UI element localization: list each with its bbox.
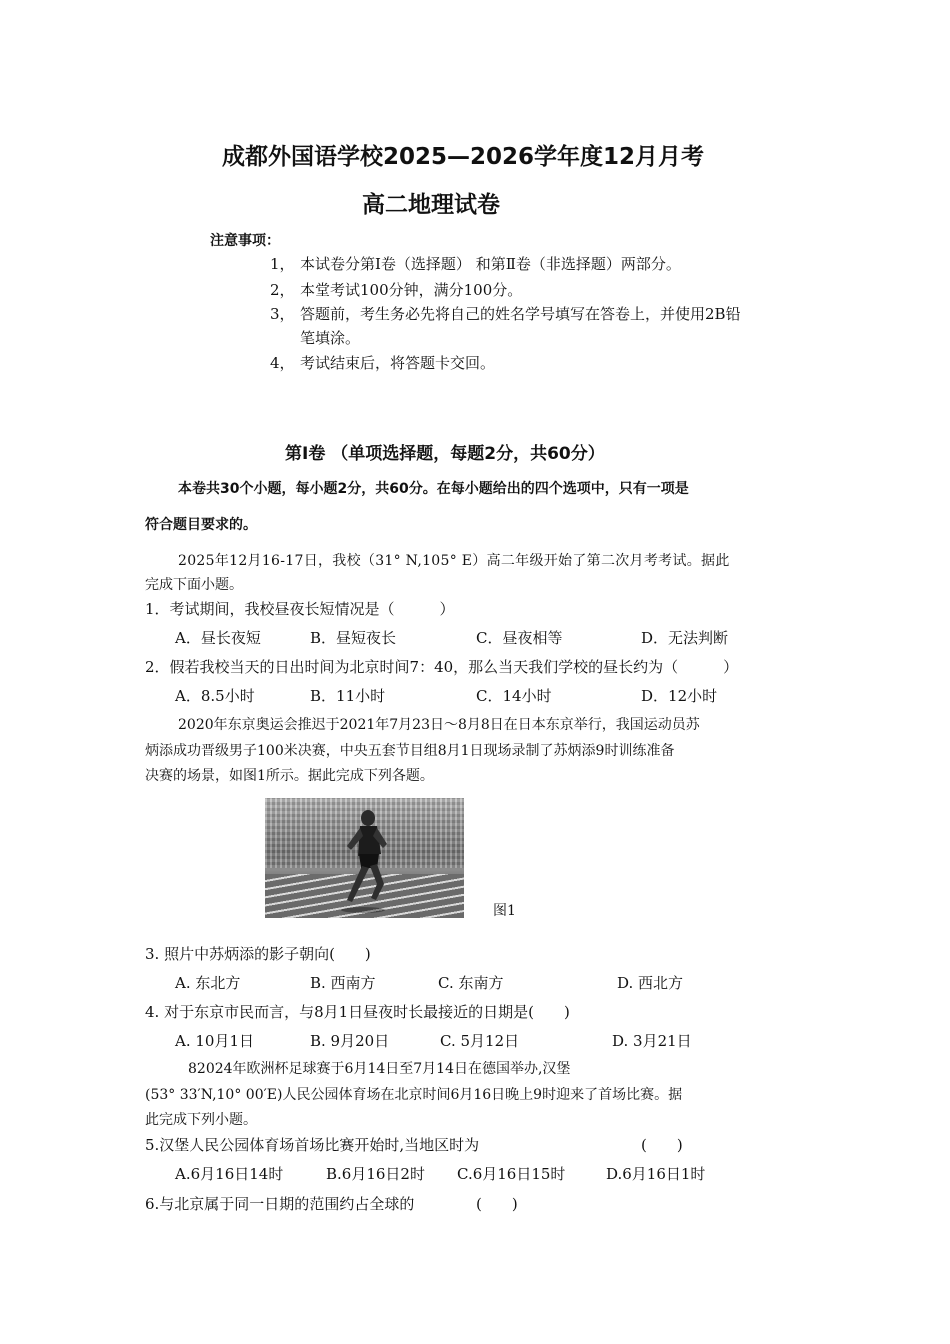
- notice-item-number: 2，: [270, 281, 295, 299]
- notice-item: [270, 327, 360, 348]
- notice-item-text: 本堂考试100分钟，满分100分。: [300, 281, 523, 299]
- option-d: D. 3月21日: [612, 1032, 692, 1050]
- passage-line: 炳添成功晋级男子100米决赛，中央五套节目组8月1日现场录制了苏炳添9时训练准备: [145, 743, 675, 759]
- sprinter-figure: [265, 798, 464, 918]
- notice-item-text: 答题前，考生务必先将自己的姓名学号填写在答卷上，并使用2B铅: [300, 305, 741, 323]
- option-b: B.6月16日2时: [326, 1165, 425, 1183]
- option-c: C．昼夜相等: [476, 629, 563, 647]
- notice-item-number: 1，: [270, 255, 295, 273]
- question-stem: 2．假若我校当天的日出时间为北京时间7：40，那么当天我们学校的昼长约为（ ）: [145, 658, 739, 676]
- question-stem: 3. 照片中苏炳添的影子朝向( ): [145, 945, 371, 963]
- option-a: A.6月16日14时: [175, 1165, 284, 1183]
- option-c: C. 东南方: [438, 974, 504, 992]
- question-stem: 5.汉堡人民公园体育场首场比赛开始时,当地区时为: [145, 1136, 480, 1154]
- exam-title: 成都外国语学校2025—2026学年度12月月考: [222, 144, 705, 170]
- notice-item-text: 笔填涂。: [300, 329, 361, 347]
- option-d: D.6月16日1时: [606, 1165, 706, 1183]
- section-intro-line: 本卷共30个小题，每小题2分，共60分。在每小题给出的四个选项中，只有一项是: [178, 481, 689, 497]
- notice-item-number: 4，: [270, 354, 295, 372]
- answer-bracket: ( ): [476, 1195, 518, 1213]
- section-intro-line: 符合题目要求的。: [145, 517, 257, 533]
- option-a: A. 东北方: [175, 974, 241, 992]
- option-c: C. 5月12日: [440, 1032, 520, 1050]
- notice-item-text: 考试结束后，将答题卡交回。: [300, 354, 496, 372]
- question-stem: 1．考试期间，我校昼夜长短情况是（ ）: [145, 600, 455, 618]
- option-c: C．14小时: [476, 687, 552, 705]
- notice-item: [270, 279, 522, 300]
- notice-item: [270, 352, 495, 373]
- answer-bracket: ( ): [641, 1136, 683, 1154]
- passage-line: 此完成下列小题。: [145, 1112, 257, 1128]
- option-a: A．昼长夜短: [175, 629, 261, 647]
- notice-item-text: 本试卷分第Ⅰ卷（选择题） 和第Ⅱ卷（非选择题）两部分。: [300, 255, 681, 273]
- passage-line: 完成下面小题。: [145, 577, 243, 593]
- notice-item: [270, 303, 741, 324]
- option-d: D. 西北方: [617, 974, 684, 992]
- option-a: A. 10月1日: [175, 1032, 254, 1050]
- passage-line: 2025年12月16-17日，我校（31° N,105° E）高二年级开始了第二次月考考试。据此: [178, 553, 730, 569]
- passage-line: 2020年东京奥运会推迟于2021年7月23日～8月8日在日本东京举行，我国运动员苏: [178, 717, 700, 733]
- exam-subtitle: 高二地理试卷: [362, 192, 500, 218]
- figure-caption: 图1: [493, 903, 516, 919]
- notice-heading: 注意事项：: [210, 233, 280, 249]
- notice-item: [270, 253, 681, 274]
- option-d: D．12小时: [641, 687, 718, 705]
- passage-line: 82024年欧洲杯足球赛于6月14日至7月14日在德国举办,汉堡: [188, 1061, 571, 1077]
- option-b: B．11小时: [310, 687, 386, 705]
- option-b: B．昼短夜长: [310, 629, 397, 647]
- option-a: A．8.5小时: [175, 687, 255, 705]
- option-b: B. 9月20日: [310, 1032, 390, 1050]
- sprinter-photo: [265, 798, 464, 918]
- section-title: 第Ⅰ卷 （单项选择题，每题2分，共60分）: [285, 444, 605, 464]
- option-c: C.6月16日15时: [457, 1165, 566, 1183]
- option-b: B. 西南方: [310, 974, 376, 992]
- notice-item-number: 3，: [270, 305, 295, 323]
- question-stem: 6.与北京属于同一日期的范围约占全球的: [145, 1195, 415, 1213]
- passage-line: 决赛的场景，如图1所示。据此完成下列各题。: [145, 768, 434, 784]
- option-d: D．无法判断: [641, 629, 729, 647]
- passage-line: (53° 33′N,10° 00′E)人民公园体育场在北京时间6月16日晚上9时迎来了首场比赛。据: [145, 1087, 683, 1103]
- question-stem: 4. 对于东京市民而言，与8月1日昼夜时长最接近的日期是( ): [145, 1003, 570, 1021]
